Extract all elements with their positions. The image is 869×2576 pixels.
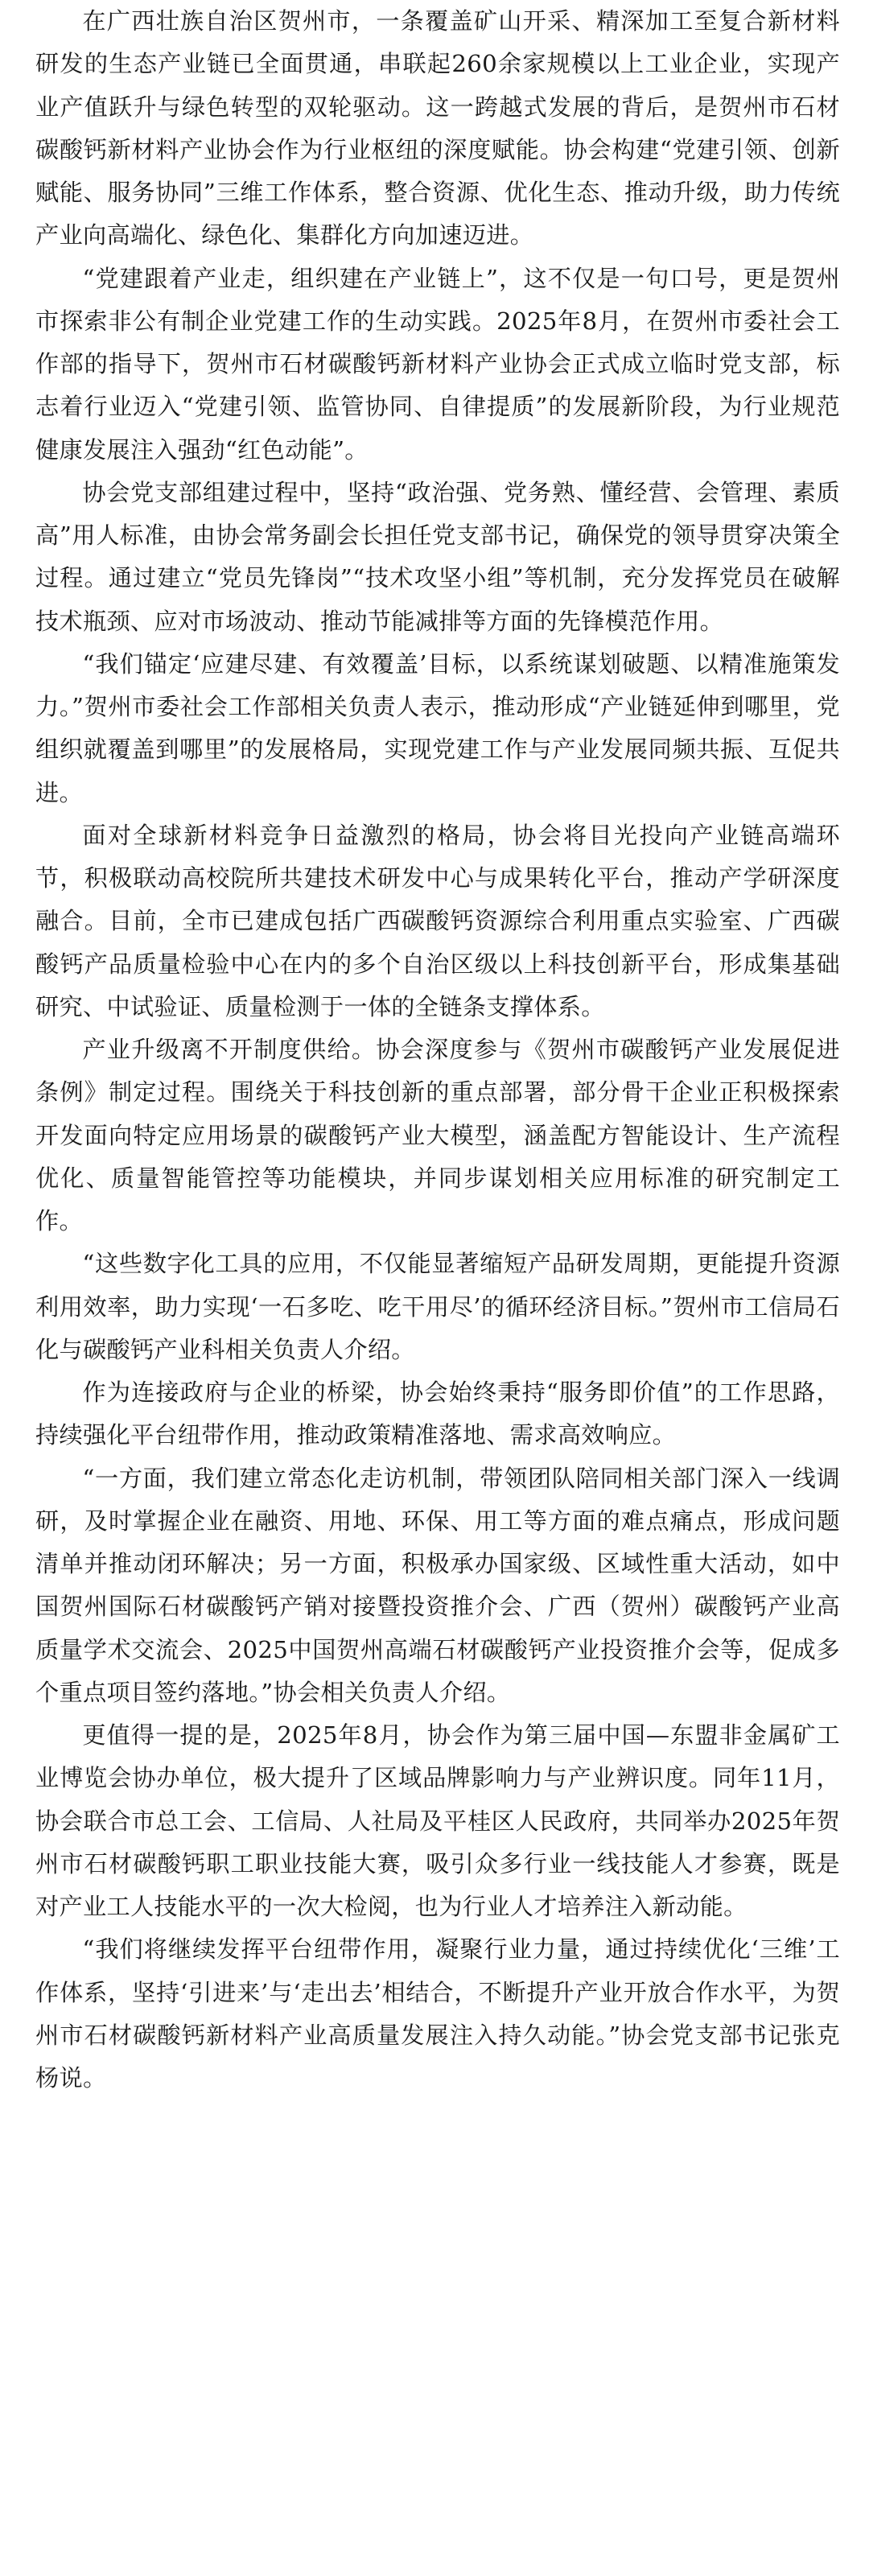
paragraph-party-building: “党建跟着产业走，组织建在产业链上”，这不仅是一句口号，更是贺州市探索非公有制企业党建工作的生动实践。2025年8月，在贺州市委社会工作部的指导下，贺州市石材碳酸钙新材料产业协会正式成立临时党支部，标志着行业迈入“党建引领、监管协同、自律提质”的发展新阶段，为行业规范健康发展注入强劲“红色动能”。 xyxy=(35,264,840,464)
paragraph-expo: 更值得一提的是，2025年8月，协会作为第三届中国—东盟非金属矿工业博览会协办单位，极大提升了区域品牌影响力与产业辨识度。同年11月，协会联合市总工会、工信局、人社局及平桂区人民政府，共同举办2025年贺州市石材碳酸钙职工职业技能大赛，吸引众多行业一线技能人才参赛，既是对产业工人技能水平的一次大检阅，也为行业人才培养注入新动能。 xyxy=(35,1721,840,1920)
paragraph-bridge: 作为连接政府与企业的桥梁，协会始终秉持“服务即价值”的工作思路，持续强化平台纽带作用，推动政策精准落地、需求高效响应。 xyxy=(35,1379,840,1449)
paragraph-party-branch: 协会党支部组建过程中，坚持“政治强、党务熟、懂经营、会管理、素质高”用人标准，由协会常务副会长担任党支部书记，确保党的领导贯穿决策全过程。通过建立“党员先锋岗”“技术攻坚小组”等机制，充分发挥党员在破解技术瓶颈、应对市场波动、推动节能减排等方面的先锋模范作用。 xyxy=(35,478,840,635)
paragraph-quote-services: “一方面，我们建立常态化走访机制，带领团队陪同相关部门深入一线调研，及时掌握企业在融资、用地、环保、用工等方面的难点痛点，形成问题清单并推动闭环解决；另一方面，积极承办国家级、区域性重大活动，如中国贺州国际石材碳酸钙产销对接暨投资推介会、广西（贺州）碳酸钙产业高质量学术交流会、2025中国贺州高端石材碳酸钙产业投资推介会等，促成多个重点项目签约落地。”协会相关负责人介绍。 xyxy=(35,1464,840,1706)
paragraph-quote-official: “我们锚定‘应建尽建、有效覆盖’目标，以系统谋划破题、以精准施策发力。”贺州市委社会工作部相关负责人表示，推动形成“产业链延伸到哪里，党组织就覆盖到哪里”的发展格局，实现党建工作与产业发展同频共振、互促共进。 xyxy=(35,649,840,806)
paragraph-intro: 在广西壮族自治区贺州市，一条覆盖矿山开采、精深加工至复合新材料研发的生态产业链已全面贯通，串联起260余家规模以上工业企业，实现产业产值跃升与绿色转型的双轮驱动。这一跨越式发展的背后，是贺州市石材碳酸钙新材料产业协会作为行业枢纽的深度赋能。协会构建“党建引领、创新赋能、服务协同”三维工作体系，整合资源、优化生态、推动升级，助力传统产业向高端化、绿色化、集群化方向加速迈进。 xyxy=(35,7,840,249)
paragraph-quote-digital: “这些数字化工具的应用，不仅能显著缩短产品研发周期，更能提升资源利用效率，助力实现‘一石多吃、吃干用尽’的循环经济目标。”贺州市工信局石化与碳酸钙产业科相关负责人介绍。 xyxy=(35,1250,840,1363)
paragraph-closing-quote: “我们将继续发挥平台纽带作用，凝聚行业力量，通过持续优化‘三维’工作体系，坚持‘引进来’与‘走出去’相结合，不断提升产业开放合作水平，为贺州市石材碳酸钙新材料产业高质量发展注入持久动能。”协会党支部书记张克杨说。 xyxy=(35,1935,840,2092)
paragraph-industry-upgrade: 产业升级离不开制度供给。协会深度参与《贺州市碳酸钙产业发展促进条例》制定过程。围绕关于科技创新的重点部署，部分骨干企业正积极探索开发面向特定应用场景的碳酸钙产业大模型，涵盖配方智能设计、生产流程优化、质量智能管控等功能模块，并同步谋划相关应用标准的研究制定工作。 xyxy=(35,1036,840,1234)
paragraph-innovation: 面对全球新材料竞争日益激烈的格局，协会将目光投向产业链高端环节，积极联动高校院所共建技术研发中心与成果转化平台，推动产学研深度融合。目前，全市已建成包括广西碳酸钙资源综合利用重点实验室、广西碳酸钙产品质量检验中心在内的多个自治区级以上科技创新平台，形成集基础研究、中试验证、质量检测于一体的全链条支撑体系。 xyxy=(35,821,840,1020)
article-body xyxy=(35,0,840,2576)
